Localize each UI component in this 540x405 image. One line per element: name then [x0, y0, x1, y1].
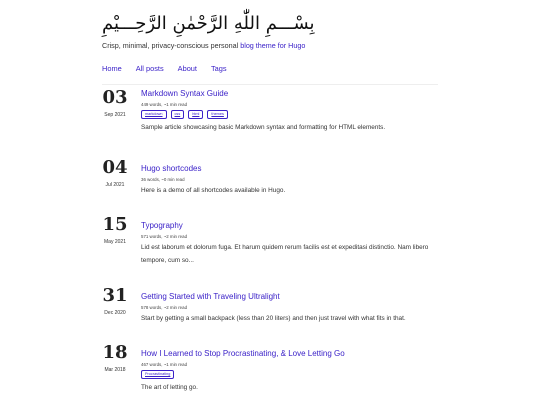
site-header — [102, 10, 438, 50]
post-summary: Start by getting a small backpack (less than 20 liters) and then just travel with what fits in that. — [141, 315, 406, 322]
post-meta: 578 words, ~2 min read — [141, 305, 188, 310]
nav-tags[interactable]: Tags — [210, 64, 227, 73]
post-title[interactable]: Hugo shortcodes — [141, 164, 202, 173]
post-day: 31 — [102, 285, 128, 306]
post-month: Sep 2021 — [104, 112, 126, 118]
post-day: 18 — [102, 342, 128, 363]
post-date — [102, 158, 128, 188]
post-tags — [141, 110, 441, 119]
post-meta: 467 words, ~1 min read — [141, 362, 188, 367]
post-summary: Lid est laborum et dolorum fuga. Et harum quidem rerum facilis est et expeditasi distinctio. Nam libero tempore, cum so... — [141, 244, 429, 264]
post-day: 03 — [102, 87, 128, 108]
post-meta: 449 words, ~1 min read — [141, 102, 188, 107]
post-meta: 571 words, ~2 min read — [141, 234, 188, 239]
post-summary: Sample article showcasing basic Markdown syntax and formatting for HTML elements. — [141, 124, 386, 131]
nav-about[interactable]: About — [177, 64, 197, 73]
site-title[interactable]: بِسْـــمِ اللّٰهِ الرَّحْمٰنِ الرَّحِـــيْمِ — [102, 13, 315, 34]
post-summary: The art of letting go. — [141, 384, 198, 391]
tag-css[interactable]: css — [171, 110, 185, 119]
post-title[interactable]: Getting Started with Traveling Ultralight — [141, 292, 280, 301]
post-date — [102, 343, 128, 373]
tag-markdown[interactable]: markdown — [141, 110, 167, 119]
tag-html[interactable]: html — [188, 110, 203, 119]
nav-all-posts[interactable]: All posts — [135, 64, 164, 73]
tag-themes[interactable]: themes — [207, 110, 227, 119]
post-date — [102, 286, 128, 316]
post-title[interactable]: Markdown Syntax Guide — [141, 89, 229, 98]
tagline-link[interactable]: blog theme for Hugo — [240, 41, 306, 50]
post-day: 04 — [102, 157, 128, 178]
post-month: May 2021 — [104, 239, 126, 245]
post-title[interactable]: How I Learned to Stop Procrastinating, & Love Letting Go — [141, 349, 345, 358]
post-month: Mar 2018 — [104, 367, 126, 373]
site-tagline — [102, 41, 438, 50]
post-date — [102, 88, 128, 118]
post-month: Dec 2020 — [104, 310, 126, 316]
post-tags — [141, 370, 441, 379]
tag-procrastinating[interactable]: Procrastinating — [141, 370, 174, 379]
post-month: Jul 2021 — [105, 182, 125, 188]
main-nav — [102, 64, 241, 73]
post-date — [102, 215, 128, 245]
tagline-text: Crisp, minimal, privacy-conscious personal — [102, 41, 241, 50]
post-title[interactable]: Typography — [141, 221, 183, 230]
post-meta: 36 words, ~0 min read — [141, 177, 185, 182]
post-day: 15 — [102, 214, 128, 235]
post-summary: Here is a demo of all shortcodes available in Hugo. — [141, 187, 286, 194]
nav-home[interactable]: Home — [102, 64, 122, 73]
header-divider — [102, 84, 438, 85]
